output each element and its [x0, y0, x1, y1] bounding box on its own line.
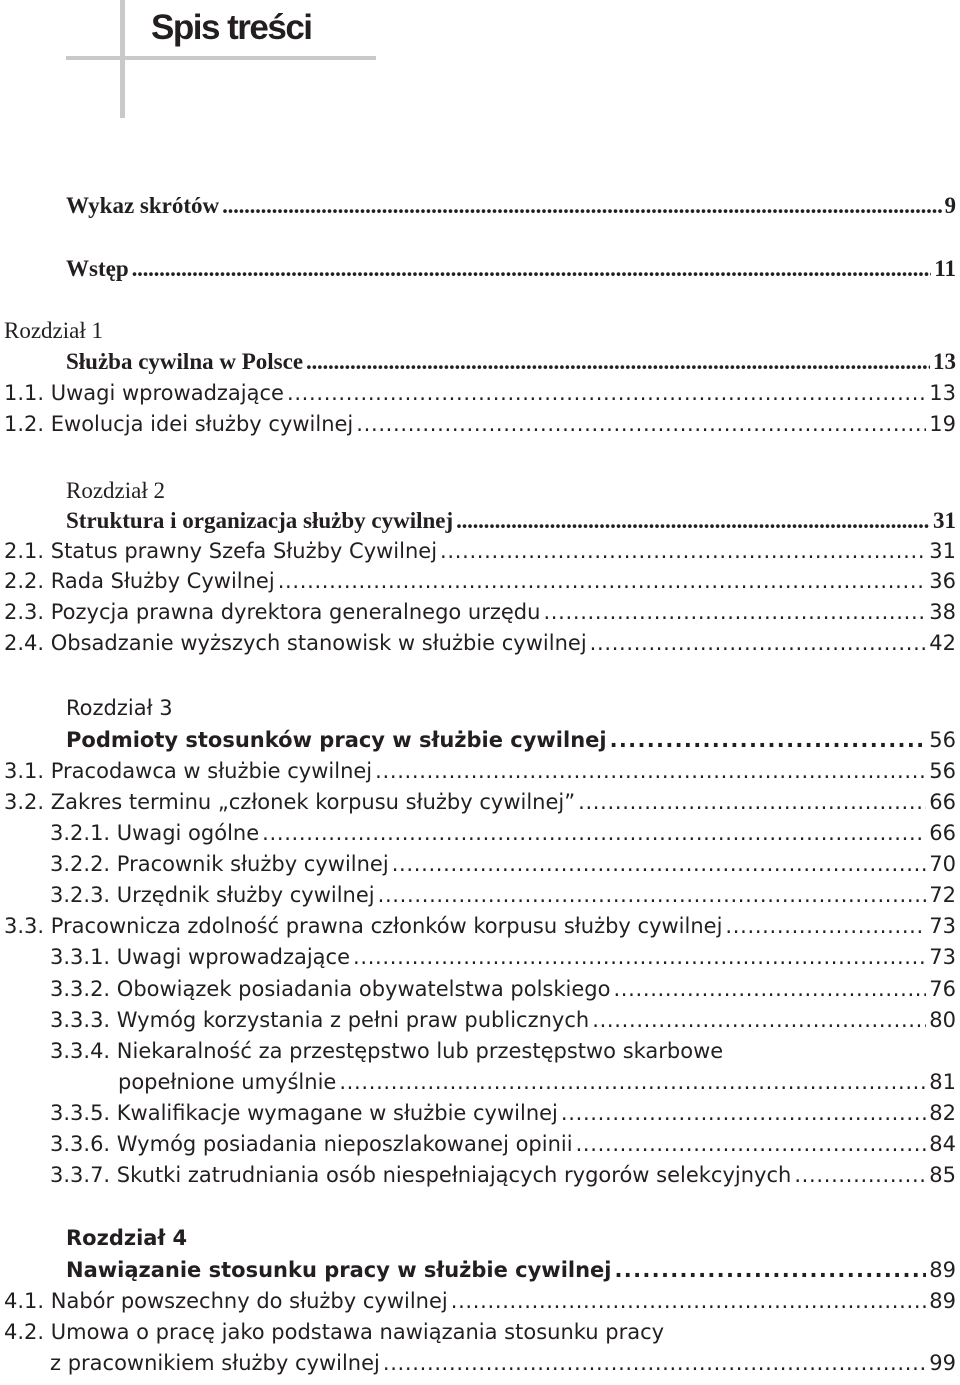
toc-entry-title: 3.3. Pracownicza zdolność prawna członków korpusu służby cywilnej	[4, 914, 723, 938]
toc-entry[interactable]	[4, 597, 956, 627]
toc-entry-page: 31	[933, 508, 956, 533]
dot-leader	[578, 787, 926, 817]
toc-entry[interactable]	[50, 849, 956, 879]
toc-entry[interactable]	[4, 536, 956, 566]
toc-entry-page: 82	[929, 1101, 956, 1125]
dot-leader	[262, 818, 926, 848]
toc-entry-page: 73	[929, 945, 956, 969]
toc-entry-page: 56	[929, 728, 956, 752]
toc-chapter-title[interactable]	[66, 1255, 956, 1285]
toc-entry[interactable]	[50, 1129, 956, 1159]
dot-leader	[440, 536, 926, 566]
toc-chapter-title[interactable]	[66, 725, 956, 755]
toc-entry-title: 2.4. Obsadzanie wyższych stanowisk w służbie cywilnej	[4, 631, 587, 655]
toc-entry-title: 3.3.1. Uwagi wprowadzające	[50, 945, 350, 969]
toc-entry[interactable]	[4, 378, 956, 408]
dot-leader	[561, 1098, 926, 1128]
toc-entry-title: 2.3. Pozycja prawna dyrektora generalnego urzędu	[4, 600, 541, 624]
toc-entry-title: 3.3.3. Wymóg korzystania z pełni praw publicznych	[50, 1008, 590, 1032]
toc-entry-title: 3.2. Zakres terminu „członek korpusu służby cywilnej”	[4, 790, 576, 814]
toc-entry[interactable]	[4, 787, 956, 817]
toc-entry[interactable]	[50, 880, 956, 910]
dot-leader	[278, 566, 927, 596]
dot-leader	[592, 1005, 926, 1035]
toc-entry-title: 2.1. Status prawny Szefa Służby Cywilnej	[4, 539, 438, 563]
toc-entry[interactable]	[50, 974, 956, 1004]
toc-entry-page: 13	[933, 349, 956, 374]
dot-leader	[375, 756, 926, 786]
toc-entry-page: 99	[929, 1351, 956, 1375]
chapter-label: Rozdział 2	[66, 478, 165, 503]
toc-entry-title: Wstęp	[66, 256, 129, 281]
chapter-label: Rozdział 4	[66, 1226, 188, 1250]
dot-leader	[576, 1129, 927, 1159]
toc-entry[interactable]	[50, 942, 956, 972]
toc-entry-title: z pracownikiem służby cywilnej	[50, 1351, 380, 1375]
chapter-label: Rozdział 3	[66, 696, 173, 720]
toc-entry-page: 11	[934, 256, 956, 281]
dot-leader	[590, 628, 927, 658]
toc-entry-page: 38	[929, 600, 956, 624]
dot-leader	[383, 1348, 926, 1378]
dot-leader	[339, 1067, 926, 1097]
toc-entry[interactable]	[66, 191, 956, 221]
dot-leader	[392, 849, 927, 879]
toc-entry[interactable]	[50, 1348, 956, 1378]
toc-entry[interactable]	[50, 1005, 956, 1035]
toc-entry[interactable]	[4, 566, 956, 596]
dot-leader	[132, 254, 932, 284]
dot-leader	[613, 974, 926, 1004]
toc-entry-title: 1.1. Uwagi wprowadzające	[4, 381, 284, 405]
toc-entry[interactable]	[50, 1098, 956, 1128]
toc-entry-page: 36	[929, 569, 956, 593]
toc-entry-page: 42	[929, 631, 956, 655]
toc-entry-page: 81	[929, 1070, 956, 1094]
dot-leader	[725, 911, 926, 941]
toc-entry[interactable]	[50, 1160, 956, 1190]
toc-entry[interactable]	[4, 911, 956, 941]
toc-entry-page: 76	[929, 977, 956, 1001]
toc-entry-page: 70	[929, 852, 956, 876]
dot-leader	[287, 378, 926, 408]
toc-entry-title: Struktura i organizacja służby cywilnej	[66, 508, 454, 533]
toc-entry-title: 4.1. Nabór powszechny do służby cywilnej	[4, 1289, 448, 1313]
toc-entry-title: 3.2.1. Uwagi ogólne	[50, 821, 260, 845]
toc-entry-page: 80	[929, 1008, 956, 1032]
toc-entry-title: Nawiązanie stosunku pracy w służbie cywilnej	[66, 1258, 612, 1282]
toc-entry-page: 66	[929, 821, 956, 845]
toc-entry-title: 2.2. Rada Służby Cywilnej	[4, 569, 275, 593]
toc-entry[interactable]	[50, 818, 956, 848]
dot-leader	[794, 1160, 926, 1190]
toc-entry-title: 3.2.3. Urzędnik służby cywilnej	[50, 883, 375, 907]
toc-entry[interactable]	[4, 628, 956, 658]
toc-entry-page: 66	[929, 790, 956, 814]
toc-entry-page: 19	[929, 412, 956, 436]
toc-entry-page: 31	[929, 539, 956, 563]
toc-entry[interactable]	[118, 1067, 956, 1097]
toc-entry-page: 72	[929, 883, 956, 907]
toc-chapter-title[interactable]	[66, 506, 956, 536]
toc-entry-title-line1: 4.2. Umowa o pracę jako podstawa nawiązania stosunku pracy	[4, 1320, 665, 1344]
dot-leader	[543, 597, 926, 627]
toc-entry-title: 3.3.2. Obowiązek posiadania obywatelstwa polskiego	[50, 977, 611, 1001]
dot-leader	[222, 191, 941, 221]
dot-leader	[353, 942, 926, 972]
toc-entry[interactable]	[4, 409, 956, 439]
toc-entry-title: 1.2. Ewolucja idei służby cywilnej	[4, 412, 354, 436]
toc-entry[interactable]	[4, 1286, 956, 1316]
toc-entry-title: 3.3.5. Kwalifikacje wymagane w służbie cywilnej	[50, 1101, 558, 1125]
toc-entry-title: 3.1. Pracodawca w służbie cywilnej	[4, 759, 373, 783]
dot-leader	[610, 725, 927, 755]
toc-entry-title-line1: 3.3.4. Niekaralność za przestępstwo lub przestępstwo skarbowe	[50, 1039, 724, 1063]
dot-leader	[456, 506, 930, 536]
chapter-label: Rozdział 1	[4, 318, 103, 343]
dot-leader	[306, 347, 930, 377]
dot-leader	[451, 1286, 927, 1316]
toc-entry-title: 3.2.2. Pracownik służby cywilnej	[50, 852, 389, 876]
toc-entry-title: Służba cywilna w Polsce	[66, 349, 304, 374]
toc-entry-page: 89	[929, 1289, 956, 1313]
toc-entry-title: popełnione umyślnie	[118, 1070, 337, 1094]
toc-entry-title: Wykaz skrótów	[66, 193, 220, 218]
toc-entry-title: Podmioty stosunków pracy w służbie cywilnej	[66, 728, 607, 752]
toc-entry-page: 56	[929, 759, 956, 783]
dot-leader	[356, 409, 926, 439]
toc-entry-page: 73	[929, 914, 956, 938]
toc-entry-title: 3.3.6. Wymóg posiadania nieposzlakowanej opinii	[50, 1132, 573, 1156]
toc-chapter-title[interactable]	[66, 347, 956, 377]
toc-entry[interactable]	[4, 756, 956, 786]
toc-entry-page: 9	[944, 193, 956, 218]
dot-leader	[378, 880, 927, 910]
toc-entry-title: 3.3.7. Skutki zatrudniania osób niespełniających rygorów selekcyjnych	[50, 1163, 792, 1187]
toc-entry-page: 13	[929, 381, 956, 405]
toc-entry[interactable]	[66, 254, 956, 284]
toc-entry-page: 85	[929, 1163, 956, 1187]
dot-leader	[615, 1255, 927, 1285]
toc-entry-page: 84	[929, 1132, 956, 1156]
toc-entry-page: 89	[929, 1258, 956, 1282]
page-title: Spis treści	[151, 8, 312, 47]
